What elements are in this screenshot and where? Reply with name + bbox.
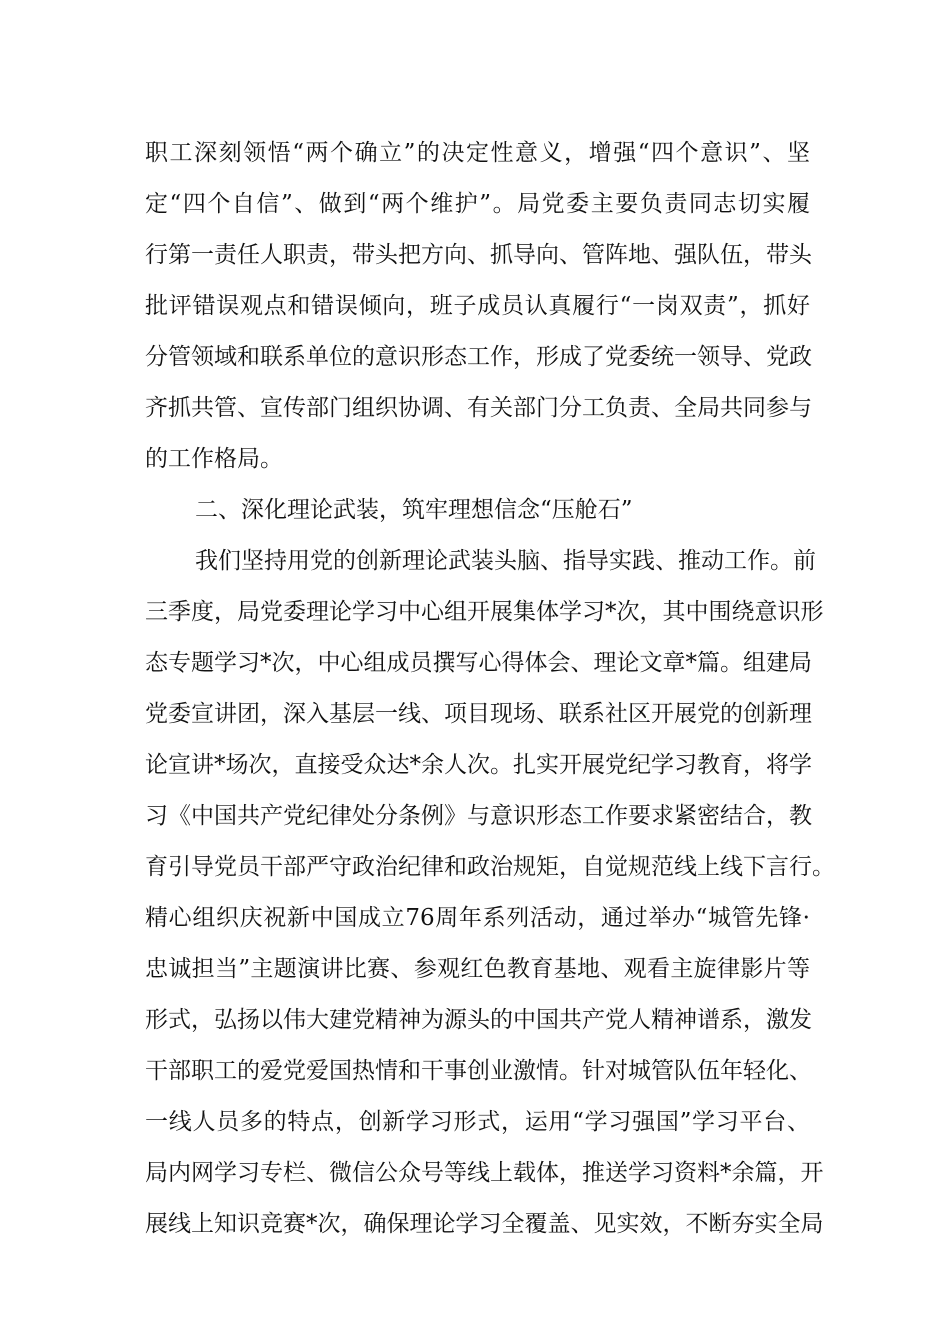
text-line: 定“四个自信”、做到“两个维护”。局党委主要负责同志切实履: [145, 191, 810, 217]
text-line: 一线人员多的特点，创新学习形式，运用“学习强国”学习平台、: [145, 1109, 810, 1135]
text-line: 三季度，局党委理论学习中心组开展集体学习*次，其中围绕意识形: [145, 599, 824, 625]
text-line: 齐抓共管、宣传部门组织协调、有关部门分工负责、全局共同参与: [145, 395, 812, 421]
text-line: 职工深刻领悟“两个确立”的决定性意义，增强“四个意识”、坚: [145, 140, 810, 166]
text-line: 态专题学习*次，中心组成员撰写心得体会、理论文章*篇。组建局: [145, 650, 812, 676]
text-line: 批评错误观点和错误倾向，班子成员认真履行“一岗双责”，抓好: [145, 293, 810, 319]
text-line: 的工作格局。: [145, 446, 283, 472]
text-line: 展线上知识竞赛*次，确保理论学习全覆盖、见实效，不断夯实全局: [145, 1211, 824, 1237]
paragraph-1: [145, 128, 810, 485]
text-line: 局内网学习专栏、微信公众号等线上载体，推送学习资料*余篇，开: [145, 1160, 824, 1186]
paragraph-2: [145, 536, 835, 1250]
text-line: 忠诚担当”主题演讲比赛、参观红色教育基地、观看主旋律影片等: [145, 956, 810, 982]
text-line: 精心组织庆祝新中国成立76周年系列活动，通过举办“城管先锋·: [145, 905, 810, 931]
text-line: 分管领域和联系单位的意识形态工作，形成了党委统一领导、党政: [145, 344, 812, 370]
text-line: 行第一责任人职责，带头把方向、抓导向、管阵地、强队伍，带头: [145, 242, 812, 268]
text-line: 我们坚持用党的创新理论武装头脑、指导实践、推动工作。前: [195, 548, 816, 574]
text-line: 形式，弘扬以伟大建党精神为源头的中国共产党人精神谱系，激发: [145, 1007, 812, 1033]
section-heading: 二、深化理论武装，筑牢理想信念“压舱石”: [195, 497, 633, 523]
text-line: 习《中国共产党纪律处分条例》与意识形态工作要求紧密结合，教: [145, 803, 812, 829]
text-line: 干部职工的爱党爱国热情和干事创业激情。针对城管队伍年轻化、: [145, 1058, 812, 1084]
text-line: 论宣讲*场次，直接受众达*余人次。扎实开展党纪学习教育，将学: [145, 752, 812, 778]
text-line: 育引导党员干部严守政治纪律和政治规矩，自觉规范线上线下言行。: [145, 854, 835, 880]
document-body: [145, 128, 835, 1250]
text-line: 党委宣讲团，深入基层一线、项目现场、联系社区开展党的创新理: [145, 701, 812, 727]
